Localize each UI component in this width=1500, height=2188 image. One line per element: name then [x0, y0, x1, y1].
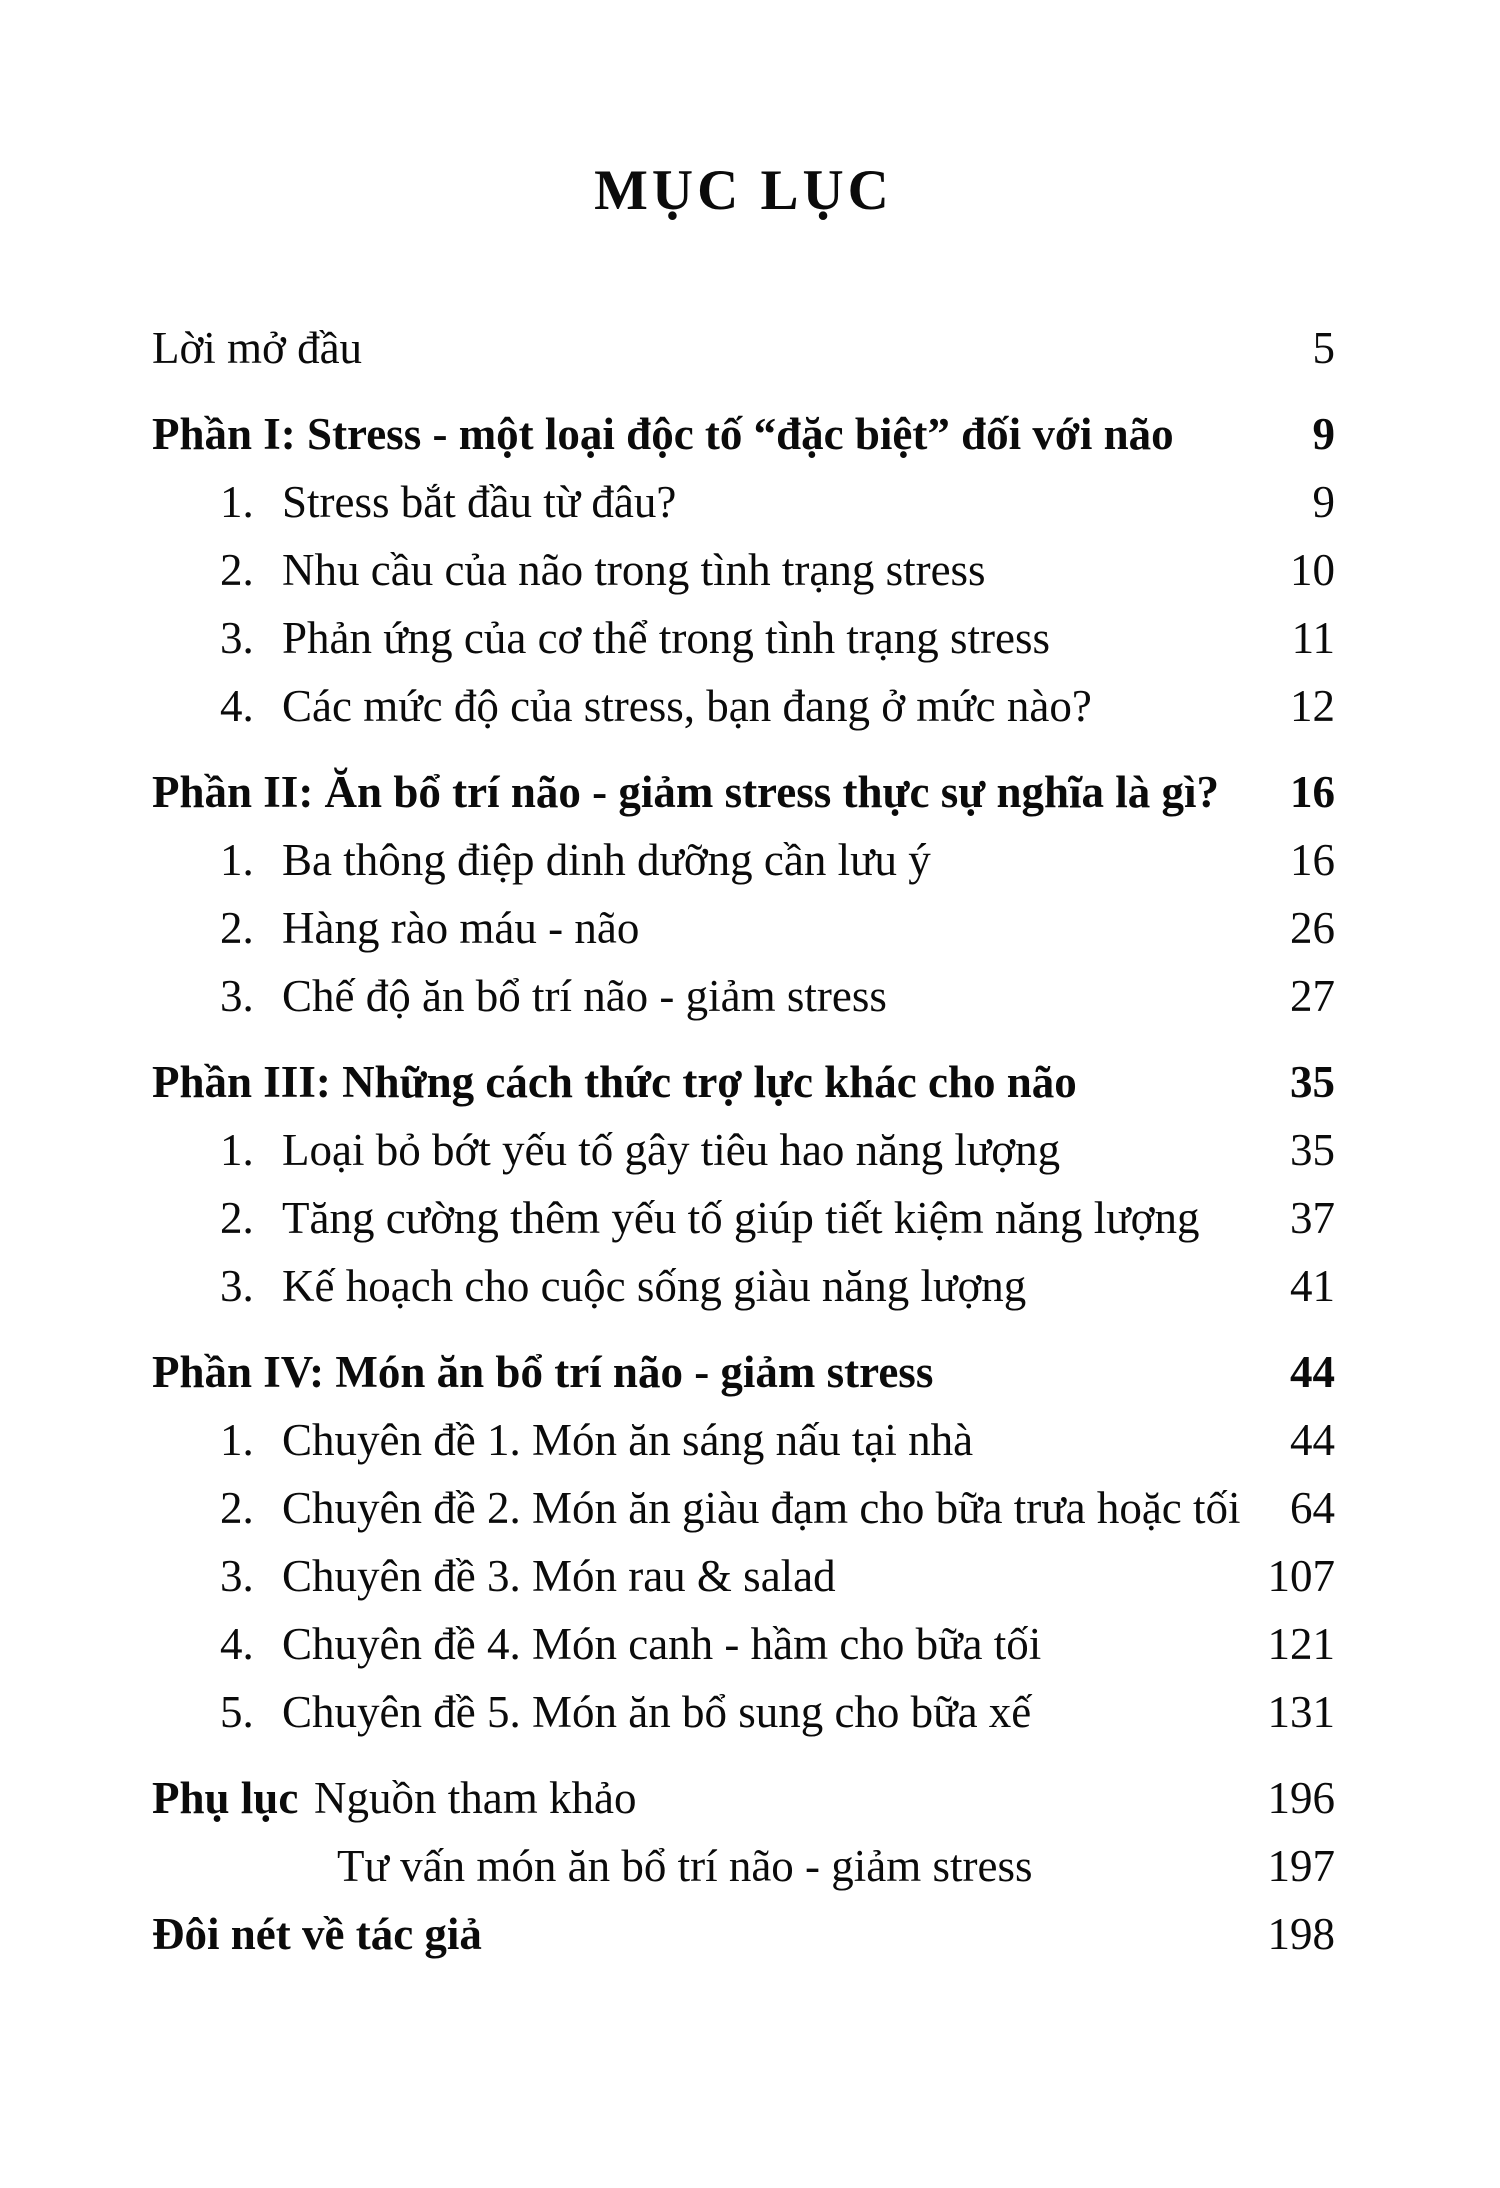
toc-section-heading: [152, 407, 1335, 461]
toc-entry-page: 37: [1290, 1193, 1335, 1243]
toc-entry-number: 3.: [220, 1551, 254, 1601]
toc-entry-label: Tăng cường thêm yếu tố giúp tiết kiệm năng lượng: [282, 1193, 1200, 1243]
toc-entry: [152, 1907, 1335, 1961]
toc-section-heading: [152, 1345, 1335, 1399]
toc-entry-label: Phần III: Những cách thức trợ lực khác cho não: [152, 1057, 1077, 1107]
toc-entry: [152, 833, 1335, 887]
toc-entry-label: Phần I: Stress - một loại độc tố “đặc biệt” đối với não: [152, 409, 1174, 459]
toc-entry-number: 1.: [220, 1415, 254, 1465]
toc-entry-page: 44: [1290, 1415, 1335, 1465]
toc-entry-number: 2.: [220, 903, 254, 953]
toc-entry-number: 4.: [220, 681, 254, 731]
toc-entry: [152, 1481, 1335, 1535]
toc-entry-page: 121: [1267, 1619, 1335, 1669]
toc-entry-number: 1.: [220, 477, 254, 527]
toc-entry: [152, 543, 1335, 597]
toc-entry-number: 2.: [220, 545, 254, 595]
toc-entry-label: Chuyên đề 1. Món ăn sáng nấu tại nhà: [282, 1415, 974, 1465]
toc-section-heading: [152, 765, 1335, 819]
toc-entry-label: Stress bắt đầu từ đâu?: [282, 477, 677, 527]
toc-section-heading: [152, 1055, 1335, 1109]
toc-entry-page: 10: [1290, 545, 1335, 595]
toc-entry-number: 1.: [220, 1125, 254, 1175]
toc-entry-number: 1.: [220, 835, 254, 885]
toc-entry-page: 11: [1291, 613, 1335, 663]
toc-entry-label: Chế độ ăn bổ trí não - giảm stress: [282, 971, 887, 1021]
toc-entry: [152, 475, 1335, 529]
toc-entry-number: 3.: [220, 1261, 254, 1311]
toc-entry-page: 5: [1312, 323, 1335, 373]
toc-entry-label: Phần IV: Món ăn bổ trí não - giảm stress: [152, 1347, 934, 1397]
toc-entry: [152, 1617, 1335, 1671]
toc-entry-page: 27: [1290, 971, 1335, 1021]
toc-entry: [152, 1839, 1335, 1893]
toc-entry: [152, 1123, 1335, 1177]
toc-entry-label: Tư vấn món ăn bổ trí não - giảm stress: [337, 1841, 1033, 1891]
toc-entry-label: Các mức độ của stress, bạn đang ở mức nào?: [282, 681, 1092, 731]
toc-entry: [152, 1413, 1335, 1467]
toc-entry: [152, 679, 1335, 733]
toc-entry-page: 44: [1290, 1347, 1335, 1397]
toc-entry-label: Phần II: Ăn bổ trí não - giảm stress thực sự nghĩa là gì?: [152, 767, 1220, 817]
toc-entry-label: Chuyên đề 4. Món canh - hầm cho bữa tối: [282, 1619, 1042, 1669]
toc-entry-number: 5.: [220, 1687, 254, 1737]
toc-entry-page: 198: [1267, 1909, 1335, 1959]
toc-entry-appendix: [152, 1771, 1335, 1825]
toc-entry-label: Nguồn tham khảo: [314, 1773, 637, 1823]
toc-entry: [152, 611, 1335, 665]
toc-entry-label: Nhu cầu của não trong tình trạng stress: [282, 545, 986, 595]
toc-entry-number: 2.: [220, 1193, 254, 1243]
toc-entry-label: Phản ứng của cơ thể trong tình trạng stress: [282, 613, 1051, 663]
toc-entry-page: 64: [1290, 1483, 1335, 1533]
toc-entry-label: Loại bỏ bớt yếu tố gây tiêu hao năng lượng: [282, 1125, 1061, 1175]
toc-entry-page: 12: [1290, 681, 1335, 731]
toc-entry-page: 131: [1267, 1687, 1335, 1737]
toc-entry: [152, 1549, 1335, 1603]
toc-entry-number: 3.: [220, 613, 254, 663]
toc-entry-page: 9: [1312, 409, 1335, 459]
toc-entry-number: 4.: [220, 1619, 254, 1669]
toc-entry-label: Chuyên đề 5. Món ăn bổ sung cho bữa xế: [282, 1687, 1032, 1737]
toc-entry-page: 35: [1290, 1125, 1335, 1175]
toc-entry-number: 2.: [220, 1483, 254, 1533]
toc-entry-label: Chuyên đề 3. Món rau & salad: [282, 1551, 836, 1601]
toc-entry-label: Ba thông điệp dinh dưỡng cần lưu ý: [282, 835, 931, 885]
toc-entry-page: 41: [1290, 1261, 1335, 1311]
toc-entry-page: 196: [1267, 1773, 1335, 1823]
toc-entry-label: Lời mở đầu: [152, 323, 363, 373]
toc-entry-page: 35: [1290, 1057, 1335, 1107]
toc-entry-label: Đôi nét về tác giả: [152, 1909, 482, 1959]
toc-entry-page: 26: [1290, 903, 1335, 953]
toc-entry: [152, 969, 1335, 1023]
toc-entry: [152, 1191, 1335, 1245]
toc-entry-page: 16: [1290, 835, 1335, 885]
page-title: MỤC LỤC: [594, 159, 893, 222]
toc-entry-number: 3.: [220, 971, 254, 1021]
toc-entry: [152, 321, 1335, 375]
toc-entry-page: 9: [1312, 477, 1335, 527]
toc-entry: [152, 901, 1335, 955]
toc-entry-page: 107: [1267, 1551, 1335, 1601]
toc-entry: [152, 1259, 1335, 1313]
toc-entry-prefix: Phụ lục: [152, 1773, 299, 1823]
toc-entry: [152, 1685, 1335, 1739]
toc-entry-page: 197: [1267, 1841, 1335, 1891]
toc-entry-page: 16: [1290, 767, 1335, 817]
toc-entry-label: Hàng rào máu - não: [282, 903, 640, 953]
toc-entry-label: Chuyên đề 2. Món ăn giàu đạm cho bữa trưa hoặc tối: [282, 1483, 1241, 1533]
toc-entry-label: Kế hoạch cho cuộc sống giàu năng lượng: [282, 1261, 1027, 1311]
